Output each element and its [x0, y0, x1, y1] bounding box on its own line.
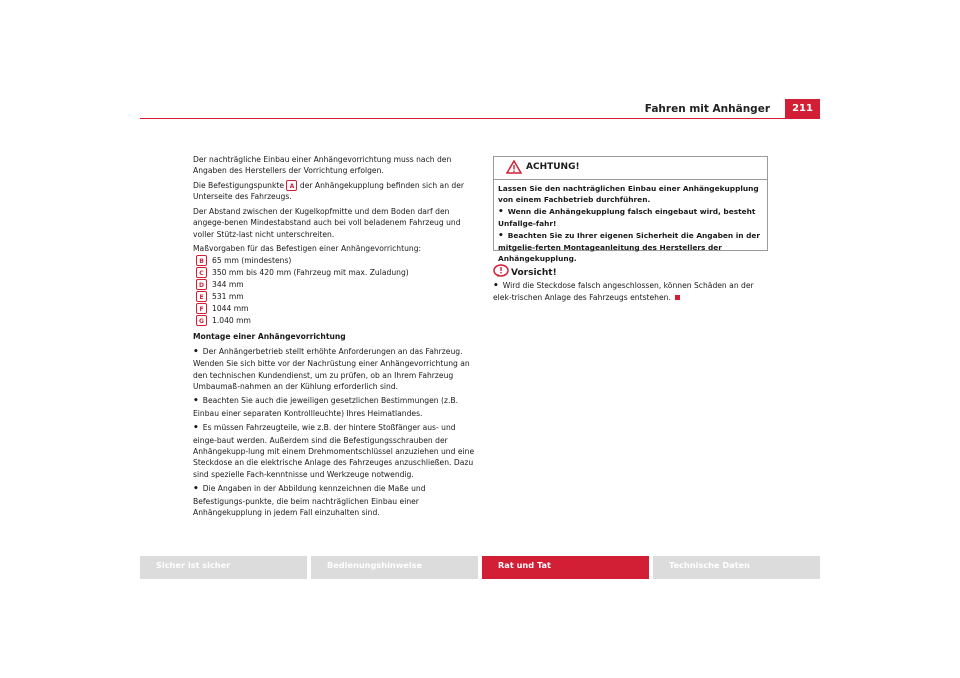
- mount-text-after: der Anhängekupplung befinden sich an der Unterseite des Fahrzeugs.: [193, 180, 465, 202]
- bullet-dot-icon: •: [493, 281, 499, 291]
- spec-ref-badge: F: [196, 303, 207, 314]
- spec-ref-badge: E: [196, 291, 207, 302]
- footer-tab-rat-und-tat[interactable]: Rat und Tat: [482, 556, 649, 579]
- bullet-dot-icon: •: [193, 396, 199, 407]
- bullet-item: [193, 422, 478, 480]
- bullet-text: Die Angaben in der Abbildung kennzeichnen die Maße und Befestigungs-punkte, die beim nachträglichen Einbau einer Anhängekupplung in jedem Fall einzuhalten sind.: [193, 484, 426, 518]
- distance-paragraph: Der Abstand zwischen der Kugelkopfmitte und dem Boden darf den angege-benen Mindestabstand auch bei voll beladenem Fahrzeug und voller Stütz-last nicht unterschreiten.: [193, 206, 461, 239]
- bullet-dot-icon: •: [498, 231, 504, 241]
- spec-row: [193, 291, 478, 303]
- spec-row: [193, 315, 478, 327]
- warning-line: Wenn die Anhängekupplung falsch eingebaut wird, besteht Unfallge-fahr!: [498, 207, 756, 228]
- caution-text-line: [493, 280, 771, 304]
- spec-row: [193, 279, 478, 291]
- warning-line: Beachten Sie zu Ihrer eigenen Sicherheit die Angaben in der mitgelie-ferten Montageanleitung des Herstellers der Anhängekupplung.: [498, 231, 761, 263]
- warning-box: [493, 156, 768, 263]
- bullet-item: [193, 395, 478, 419]
- spec-value: 531 mm: [212, 292, 244, 302]
- caution-header: [493, 262, 771, 280]
- spec-value: 65 mm (mindestens): [212, 256, 292, 266]
- footer-tab-sicher[interactable]: Sicher ist sicher: [140, 556, 307, 579]
- caution-note: [493, 262, 771, 304]
- warning-header: [494, 157, 767, 180]
- bullet-item: [193, 346, 478, 393]
- left-column: [193, 154, 478, 521]
- warning-body: [494, 180, 767, 264]
- bullet-dot-icon: •: [193, 423, 199, 434]
- warning-title: ACHTUNG!: [526, 162, 580, 172]
- section-subheading: Montage einer Anhängevorrichtung: [193, 332, 346, 342]
- spec-value: 344 mm: [212, 280, 244, 290]
- header-rule: [140, 118, 820, 119]
- bullet-text: Beachten Sie auch die jeweiligen gesetzlichen Bestimmungen (z.B. Einbau einer separaten Kontrollleuchte) Ihres Heimatlandes.: [193, 396, 459, 418]
- warning-triangle-icon: [506, 160, 522, 174]
- page-header-title: Fahren mit Anhänger: [644, 103, 770, 115]
- spec-value: 350 mm bis 420 mm (Fahrzeug mit max. Zuladung): [212, 268, 409, 278]
- spec-ref-badge: G: [196, 315, 207, 326]
- intro-paragraph: Der nachträgliche Einbau einer Anhängevorrichtung muss nach den Angaben des Herstellers der Vorrichtung erfolgen.: [193, 155, 452, 176]
- spec-ref-badge: B: [196, 255, 207, 266]
- spec-row: [193, 267, 478, 279]
- warning-line: Lassen Sie den nachträglichen Einbau einer Anhängekupplung von einem Fachbetrieb durchführen.: [498, 184, 759, 204]
- caution-title: Vorsicht!: [511, 268, 557, 278]
- spec-ref-badge: C: [196, 267, 207, 278]
- end-of-section-marker-icon: [675, 295, 680, 300]
- mount-paragraph: [193, 180, 478, 203]
- warning-bullet: [498, 206, 763, 229]
- spec-row: [193, 303, 478, 315]
- caution-icon: [493, 264, 509, 278]
- specs-list: [193, 255, 478, 327]
- bullet-item: [193, 483, 478, 518]
- spec-ref-badge: D: [196, 279, 207, 290]
- bullet-dot-icon: •: [498, 207, 504, 217]
- spec-row: [193, 255, 478, 267]
- bullet-text: Es müssen Fahrzeugteile, wie z.B. der hintere Stoßfänger aus- und einge-baut werden. Außerdem sind die Befestigungsschrauben der Anhängekupp-lung mit einem Drehmomentschlüssel anzuziehen und eine Steckdose an die elektrische Anlage des Fahrzeuges anzuschließen. Dazu sind spezielle Fach-kenntnisse und Werkzeuge notwendig.: [193, 423, 475, 479]
- bullet-dot-icon: •: [193, 346, 199, 357]
- bullet-dot-icon: •: [193, 484, 199, 495]
- ref-a-badge: A: [286, 180, 297, 191]
- warning-bullet: [498, 230, 763, 264]
- footer-tab-technische-daten[interactable]: Technische Daten: [653, 556, 820, 579]
- spec-value: 1044 mm: [212, 304, 249, 314]
- spec-value: 1.040 mm: [212, 316, 251, 326]
- footer-tab-bedienung[interactable]: Bedienungshinweise: [311, 556, 478, 579]
- page-number: 211: [785, 99, 820, 118]
- mount-text-before: Die Befestigungspunkte: [193, 180, 285, 190]
- caution-text: Wird die Steckdose falsch angeschlossen, können Schäden an der elek-trischen Anlage des Fahrzeugs entstehen.: [493, 281, 754, 303]
- bullet-text: Der Anhängerbetrieb stellt erhöhte Anforderungen an das Fahrzeug. Wenden Sie sich bitte vor der Nachrüstung einer Anhängevorrichtung an den technischen Kundendienst, um zu prüfen, ob an Ihrem Fahrzeug Umbaumaß-nahmen an der Kühlung erforderlich sind.: [193, 346, 470, 391]
- specs-intro: Maßvorgaben für das Befestigen einer Anhängevorrichtung:: [193, 243, 422, 253]
